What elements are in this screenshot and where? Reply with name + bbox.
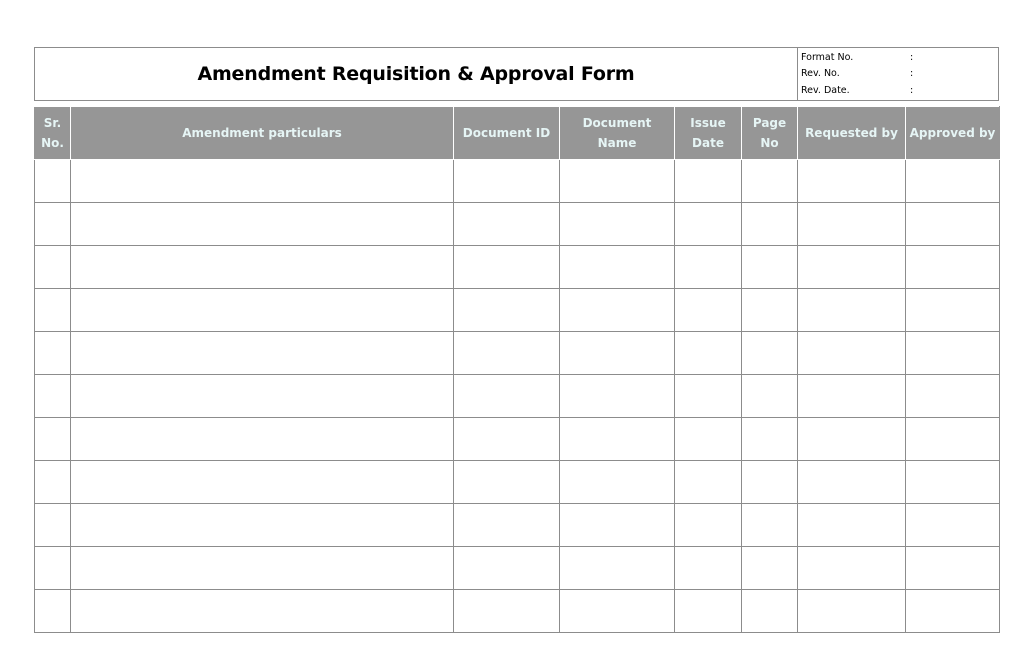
meta-rev-date — [801, 83, 998, 99]
table-cell[interactable] — [454, 246, 560, 289]
table-cell[interactable] — [35, 504, 71, 547]
table-cell[interactable] — [560, 332, 675, 375]
table-cell[interactable] — [906, 590, 1000, 633]
table-row — [35, 504, 1000, 547]
column-header-amendment-particulars: Amendment particulars — [71, 107, 454, 160]
table-cell[interactable] — [798, 203, 906, 246]
table-cell[interactable] — [742, 203, 798, 246]
table-cell[interactable] — [35, 289, 71, 332]
table-cell[interactable] — [798, 246, 906, 289]
table-cell[interactable] — [560, 590, 675, 633]
table-row — [35, 375, 1000, 418]
table-cell[interactable] — [798, 332, 906, 375]
table-cell[interactable] — [35, 547, 71, 590]
table-cell[interactable] — [675, 547, 742, 590]
table-cell[interactable] — [742, 246, 798, 289]
table-cell[interactable] — [906, 332, 1000, 375]
table-cell[interactable] — [71, 418, 454, 461]
table-cell[interactable] — [742, 461, 798, 504]
table-cell[interactable] — [798, 461, 906, 504]
table-cell[interactable] — [454, 590, 560, 633]
table-cell[interactable] — [798, 375, 906, 418]
table-cell[interactable] — [454, 375, 560, 418]
document-control-block — [798, 48, 998, 100]
meta-format-no — [801, 50, 998, 66]
table-cell[interactable] — [906, 547, 1000, 590]
meta-separator: : — [910, 84, 914, 96]
table-cell[interactable] — [71, 160, 454, 203]
meta-label: Format No. — [801, 51, 854, 63]
table-cell[interactable] — [906, 160, 1000, 203]
table-cell[interactable] — [71, 590, 454, 633]
table-cell[interactable] — [560, 203, 675, 246]
table-cell[interactable] — [906, 461, 1000, 504]
table-cell[interactable] — [798, 418, 906, 461]
table-row — [35, 547, 1000, 590]
column-header-sr-no: Sr. No. — [35, 107, 71, 160]
table-row — [35, 203, 1000, 246]
table-cell[interactable] — [675, 590, 742, 633]
table-cell[interactable] — [675, 375, 742, 418]
table-cell[interactable] — [35, 203, 71, 246]
table-cell[interactable] — [675, 289, 742, 332]
table-cell[interactable] — [906, 418, 1000, 461]
table-cell[interactable] — [454, 332, 560, 375]
table-cell[interactable] — [71, 504, 454, 547]
table-cell[interactable] — [560, 418, 675, 461]
table-cell[interactable] — [742, 547, 798, 590]
table-cell[interactable] — [798, 547, 906, 590]
table-cell[interactable] — [35, 160, 71, 203]
table-cell[interactable] — [742, 375, 798, 418]
table-cell[interactable] — [71, 461, 454, 504]
table-cell[interactable] — [35, 332, 71, 375]
table-cell[interactable] — [742, 332, 798, 375]
table-body — [35, 160, 1000, 633]
table-cell[interactable] — [798, 590, 906, 633]
table-cell[interactable] — [35, 375, 71, 418]
table-cell[interactable] — [742, 504, 798, 547]
table-cell[interactable] — [560, 289, 675, 332]
table-cell[interactable] — [560, 246, 675, 289]
table-cell[interactable] — [35, 418, 71, 461]
meta-separator: : — [910, 68, 914, 79]
table-cell[interactable] — [906, 289, 1000, 332]
column-header-document-name: Document Name — [560, 107, 675, 160]
table-cell[interactable] — [675, 461, 742, 504]
column-header-document-id: Document ID — [454, 107, 560, 160]
column-header-requested-by: Requested by — [798, 107, 906, 160]
table-cell[interactable] — [675, 160, 742, 203]
table-cell[interactable] — [742, 418, 798, 461]
table-cell[interactable] — [454, 504, 560, 547]
table-cell[interactable] — [35, 246, 71, 289]
table-row — [35, 332, 1000, 375]
table-cell[interactable] — [798, 160, 906, 203]
column-header-issue-date: Issue Date — [675, 107, 742, 160]
table-cell[interactable] — [675, 246, 742, 289]
table-row — [35, 160, 1000, 203]
table-cell[interactable] — [675, 504, 742, 547]
table-cell[interactable] — [454, 289, 560, 332]
table-cell[interactable] — [454, 461, 560, 504]
table-cell[interactable] — [454, 203, 560, 246]
table-cell[interactable] — [675, 332, 742, 375]
table-cell[interactable] — [906, 375, 1000, 418]
table-cell[interactable] — [742, 289, 798, 332]
table-cell[interactable] — [560, 461, 675, 504]
table-cell[interactable] — [798, 289, 906, 332]
table-cell[interactable] — [560, 375, 675, 418]
table-cell[interactable] — [71, 375, 454, 418]
meta-label: Rev. Date. — [801, 84, 850, 96]
table-header-row — [35, 107, 1000, 160]
table-cell[interactable] — [454, 547, 560, 590]
table-cell[interactable] — [454, 160, 560, 203]
table-cell[interactable] — [71, 203, 454, 246]
table-cell[interactable] — [560, 160, 675, 203]
meta-label: Rev. No. — [801, 68, 840, 79]
table-row — [35, 461, 1000, 504]
table-cell[interactable] — [71, 246, 454, 289]
table-cell[interactable] — [742, 160, 798, 203]
table-cell[interactable] — [906, 504, 1000, 547]
table-cell[interactable] — [35, 590, 71, 633]
amendment-table — [34, 106, 1000, 633]
form-title: Amendment Requisition & Approval Form — [197, 63, 635, 85]
table-cell[interactable] — [71, 289, 454, 332]
table-cell[interactable] — [71, 547, 454, 590]
title-cell — [35, 48, 798, 100]
table-row — [35, 590, 1000, 633]
table-row — [35, 246, 1000, 289]
table-cell[interactable] — [675, 418, 742, 461]
column-header-approved-by: Approved by — [906, 107, 1000, 160]
column-header-page-no: Page No — [742, 107, 798, 160]
meta-rev-no — [801, 66, 998, 82]
amendment-form — [34, 47, 999, 633]
form-header — [34, 47, 999, 101]
table-cell[interactable] — [742, 590, 798, 633]
table-row — [35, 418, 1000, 461]
table-cell[interactable] — [560, 504, 675, 547]
table-cell[interactable] — [454, 418, 560, 461]
table-cell[interactable] — [906, 203, 1000, 246]
table-cell[interactable] — [35, 461, 71, 504]
table-cell[interactable] — [798, 504, 906, 547]
table-cell[interactable] — [71, 332, 454, 375]
table-cell[interactable] — [675, 203, 742, 246]
table-row — [35, 289, 1000, 332]
table-cell[interactable] — [906, 246, 1000, 289]
meta-separator: : — [910, 51, 914, 63]
table-cell[interactable] — [560, 547, 675, 590]
